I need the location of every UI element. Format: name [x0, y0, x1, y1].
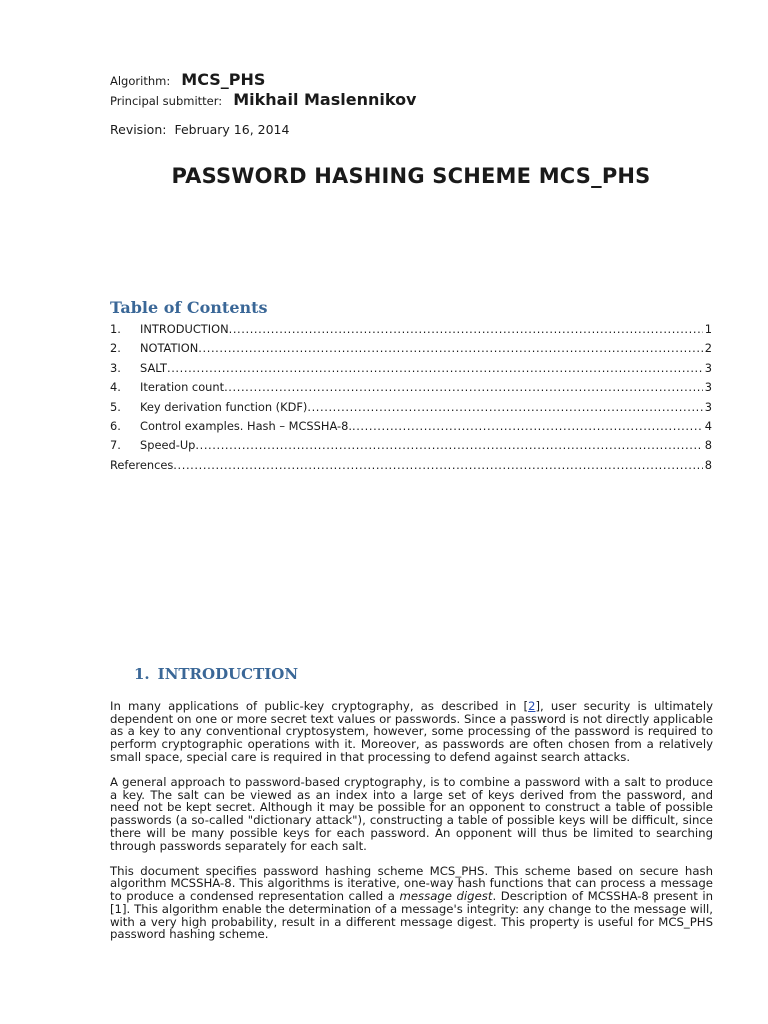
paragraph-text: ], user security is ultimately dependent on one or more secret text values or passwords. Since a password is not directly applicable as a key to any conventional cryptosystem, however, some processing of the password is required to perform cryptographic operations with it. Moreover, as passwords are often chosen from a relatively small space, special care is required in that processing to defend against search attacks.	[110, 699, 713, 764]
toc-leader	[224, 378, 703, 397]
section-number: 1.	[134, 665, 150, 683]
toc-item-number: 6.	[110, 418, 121, 433]
toc-item-label: SALT	[140, 360, 167, 375]
document-title: PASSWORD HASHING SCHEME MCS_PHS	[171, 164, 651, 188]
toc-item-label: References	[110, 457, 174, 472]
section-body	[110, 700, 713, 953]
toc-item-label: Iteration count	[140, 380, 225, 395]
toc-item-number: 1.	[110, 322, 121, 336]
section-heading-introduction	[134, 665, 298, 683]
toc-leader	[167, 359, 703, 378]
toc-item-page: 1	[704, 322, 712, 336]
toc-item-references[interactable]	[110, 456, 712, 475]
toc-heading: Table of Contents	[110, 298, 268, 317]
toc-item-label: Control examples. Hash – MCSSHA-8.	[140, 418, 352, 433]
toc-leader	[307, 398, 702, 417]
toc-item-page: 4	[704, 418, 712, 433]
toc-item-number: 7.	[110, 438, 121, 453]
toc-leader	[173, 456, 702, 475]
toc-item[interactable]	[110, 436, 712, 455]
submitter-label: Principal submitter:	[110, 94, 223, 108]
toc-item-page: 8	[704, 457, 712, 472]
paragraph: A general approach to password-based cryptography, is to combine a password with a salt to produce a key. The salt can be viewed as an index into a large set of keys derived from the password, and need not be kept secret. Although it may be possible for an opponent to construct a table of possible passwords (a so-called "dictionary attack"), constructing a table of possible keys will be difficult, since there will be many possible keys for each password. An opponent will thus be limited to searching through passwords separately for each salt.	[110, 775, 713, 853]
toc-item-number: 4.	[110, 380, 121, 395]
toc-leader	[198, 339, 702, 358]
algorithm-line	[110, 70, 265, 89]
toc-item-label: Speed-Up	[140, 438, 196, 453]
section-title: INTRODUCTION	[157, 665, 299, 683]
toc-item[interactable]	[110, 378, 712, 397]
toc-item-number: 2.	[110, 341, 121, 356]
toc-item-page: 8	[704, 438, 712, 453]
revision-line	[110, 122, 289, 137]
toc-item[interactable]	[110, 398, 712, 417]
paragraph-text: . Description of MCSSHA-8 present in [1]. This algorithm enable the determination of a message's integrity: any change to the message will, with a very high probability, result in a different message digest. This property is useful for MCS_PHS password hashing scheme.	[110, 889, 714, 942]
toc-item[interactable]	[110, 320, 712, 339]
paragraph-text: In many applications of public-key cryptography, as described in [	[110, 699, 529, 713]
reference-link[interactable]: 2	[528, 699, 536, 713]
toc-item-page: 3	[704, 380, 712, 395]
algorithm-value: MCS_PHS	[181, 70, 266, 89]
emphasis-text: message digest	[399, 889, 493, 904]
submitter-value: Mikhail Maslennikov	[233, 90, 417, 109]
toc-item-label: INTRODUCTION	[140, 322, 229, 336]
table-of-contents	[110, 320, 712, 475]
toc-item[interactable]	[110, 359, 712, 378]
submitter-line	[110, 90, 416, 109]
toc-item-page: 3	[704, 360, 712, 375]
toc-item-label: NOTATION	[140, 341, 199, 356]
toc-leader	[352, 417, 703, 436]
toc-leader	[195, 436, 702, 455]
paragraph	[110, 700, 713, 764]
paragraph-text: This document specifies password hashing scheme MCS_PHS. This scheme based on secure hash algorithm MCSSHA-8. This algorithms is iterative, one-way hash functions that can process a message to produce a condensed representation called a	[110, 863, 713, 904]
toc-item[interactable]	[110, 339, 712, 358]
algorithm-label: Algorithm:	[110, 74, 171, 88]
toc-item-page: 2	[704, 341, 712, 356]
toc-item[interactable]	[110, 417, 712, 436]
toc-item-label: Key derivation function (KDF)	[140, 399, 308, 414]
revision-value: February 16, 2014	[174, 122, 290, 137]
paragraph	[110, 865, 713, 941]
toc-item-page: 3	[704, 399, 712, 414]
revision-label: Revision:	[110, 122, 167, 137]
toc-item-number: 3.	[110, 360, 121, 375]
toc-item-number: 5.	[110, 399, 121, 414]
toc-leader	[229, 320, 703, 339]
